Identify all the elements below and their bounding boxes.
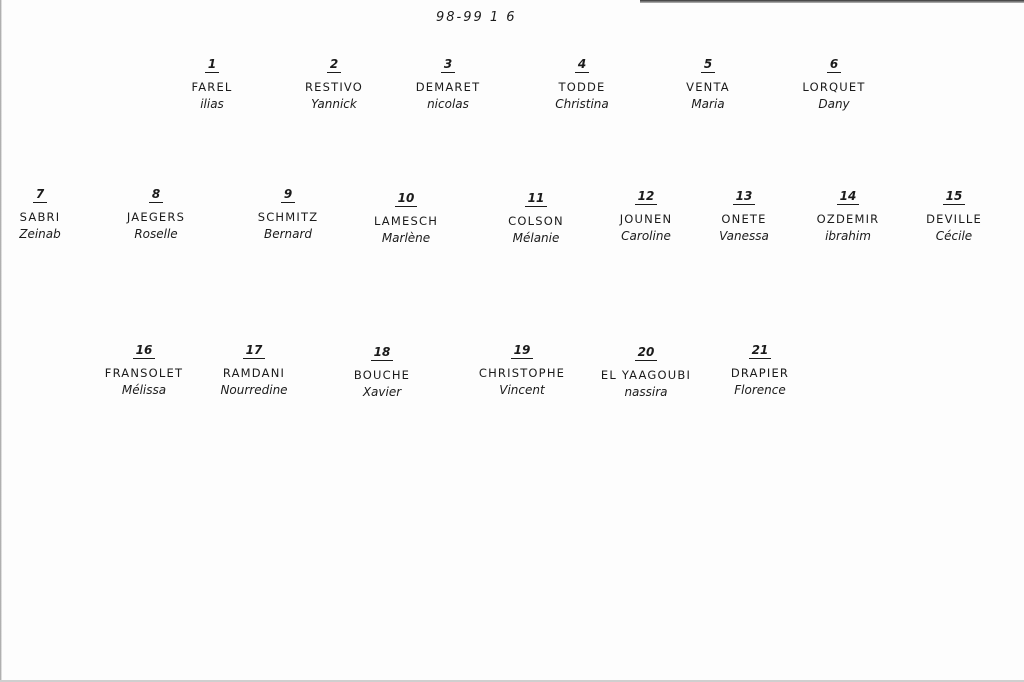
student-first-name: Dany: [818, 97, 850, 112]
student-entry: [274, 54, 394, 112]
student-number: 4: [575, 58, 589, 73]
student-entry: [388, 54, 508, 112]
student-number: 7: [33, 188, 47, 203]
student-first-name: Mélanie: [512, 231, 560, 246]
student-number: 1: [205, 58, 219, 73]
student-first-name: Vincent: [499, 383, 545, 398]
student-number: 6: [827, 58, 841, 73]
student-entry: [788, 186, 908, 244]
student-first-name: nassira: [624, 385, 668, 400]
student-first-name: ilias: [200, 97, 224, 112]
student-number: 2: [327, 58, 341, 73]
student-last-name: OZDEMIR: [816, 211, 880, 226]
student-entry: [96, 184, 216, 242]
student-entry: [476, 188, 596, 246]
student-entry: [322, 342, 442, 400]
student-entry: [586, 342, 706, 400]
student-number: 14: [837, 190, 860, 205]
student-entry: [194, 340, 314, 398]
student-last-name: TODDE: [558, 79, 606, 94]
student-number: 8: [149, 188, 163, 203]
student-first-name: Zeinab: [19, 227, 61, 242]
student-last-name: VENTA: [686, 79, 730, 94]
student-number: 19: [511, 344, 534, 359]
student-entry: [774, 54, 894, 112]
student-last-name: RAMDANI: [222, 365, 286, 380]
student-number: 12: [635, 190, 658, 205]
student-last-name: RESTIVO: [304, 79, 364, 94]
student-entry: [346, 188, 466, 246]
student-number: 20: [635, 346, 658, 361]
student-first-name: Mélissa: [121, 383, 167, 398]
student-first-name: Yannick: [311, 97, 357, 112]
student-last-name: COLSON: [508, 213, 564, 228]
scan-edge-top: [640, 0, 1024, 3]
student-last-name: CHRISTOPHE: [478, 365, 566, 380]
student-first-name: Caroline: [621, 229, 671, 244]
student-number: 11: [525, 192, 548, 207]
student-number: 3: [441, 58, 455, 73]
document-code: 98-99 1 6: [436, 10, 517, 25]
student-last-name: FAREL: [191, 79, 233, 94]
student-first-name: Vanessa: [719, 229, 769, 244]
student-entry: [462, 340, 582, 398]
student-number: 9: [281, 188, 295, 203]
student-first-name: Bernard: [263, 227, 313, 242]
student-entry: [648, 54, 768, 112]
scan-edge-left: [0, 0, 2, 682]
student-entry: [84, 340, 204, 398]
student-entry: [894, 186, 1014, 244]
student-last-name: BOUCHE: [353, 367, 411, 382]
student-number: 5: [701, 58, 715, 73]
student-entry: [0, 184, 100, 242]
student-last-name: LAMESCH: [373, 213, 439, 228]
student-first-name: ibrahim: [825, 229, 871, 244]
student-first-name: Maria: [691, 97, 725, 112]
student-number: 21: [749, 344, 772, 359]
student-last-name: JOUNEN: [619, 211, 673, 226]
student-first-name: Nourredine: [220, 383, 288, 398]
student-entry: [228, 184, 348, 242]
student-first-name: Florence: [734, 383, 786, 398]
student-first-name: Marlène: [381, 231, 431, 246]
student-first-name: nicolas: [427, 97, 469, 112]
student-number: 13: [733, 190, 756, 205]
student-last-name: EL YAAGOUBI: [600, 367, 692, 382]
student-number: 16: [133, 344, 156, 359]
student-last-name: DRAPIER: [730, 365, 790, 380]
student-last-name: ONETE: [721, 211, 767, 226]
student-entry: [152, 54, 272, 112]
student-first-name: Xavier: [362, 385, 402, 400]
student-last-name: DEMARET: [415, 79, 481, 94]
student-entry: [684, 186, 804, 244]
student-number: 18: [371, 346, 394, 361]
student-number: 15: [943, 190, 966, 205]
student-number: 17: [243, 344, 266, 359]
student-last-name: JAEGERS: [126, 209, 186, 224]
student-last-name: SCHMITZ: [257, 209, 319, 224]
student-first-name: Roselle: [134, 227, 178, 242]
student-first-name: Christina: [555, 97, 609, 112]
student-entry: [522, 54, 642, 112]
student-number: 10: [395, 192, 418, 207]
student-last-name: LORQUET: [802, 79, 866, 94]
student-last-name: FRANSOLET: [104, 365, 184, 380]
student-last-name: DEVILLE: [926, 211, 982, 226]
student-first-name: Cécile: [935, 229, 973, 244]
student-last-name: SABRI: [19, 209, 61, 224]
student-entry: [700, 340, 820, 398]
